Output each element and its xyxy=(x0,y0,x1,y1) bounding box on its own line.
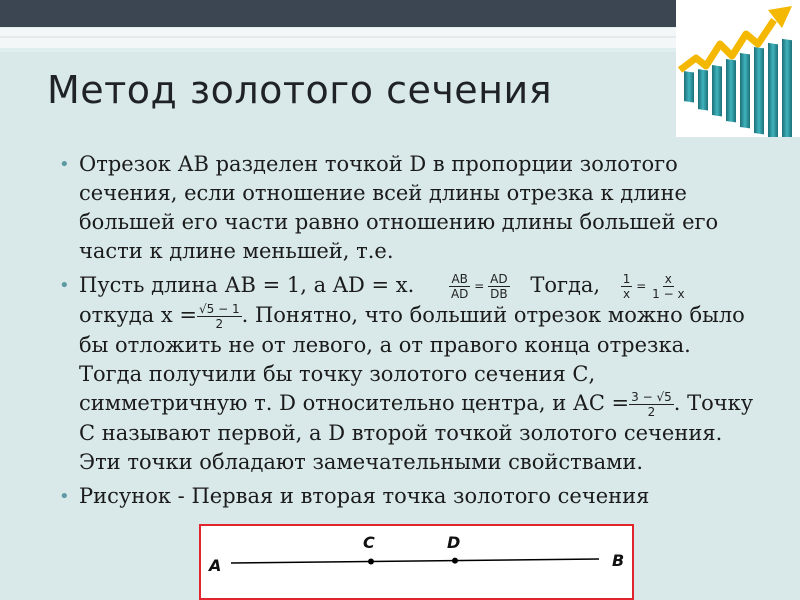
bullet-text-part: Тогда, xyxy=(530,273,601,297)
label-b: B xyxy=(612,551,625,570)
bullet-marker: • xyxy=(59,275,70,296)
page-title: Метод золотого сечения xyxy=(47,68,553,112)
point-c xyxy=(368,559,374,565)
bullet-text-part: откуда x = xyxy=(79,303,197,327)
bullet-list xyxy=(57,150,757,516)
bullet-marker: • xyxy=(59,486,70,507)
list-item xyxy=(57,271,757,477)
growth-chart-icon xyxy=(676,0,800,137)
formula-proportion: $\frac{AB}{AD}$ = $\frac{AD}{DB}$ xyxy=(450,272,508,301)
list-item xyxy=(57,482,757,511)
segment-ab xyxy=(231,559,599,563)
header-dark-stripe xyxy=(0,0,676,27)
formula-equation: $\frac{1}{x}$ = $\frac{x}{1 - x}$ xyxy=(622,272,685,301)
figure-caption: Рисунок - Первая и вторая точка золотого сечения xyxy=(79,484,650,508)
label-d: D xyxy=(447,533,461,552)
bullet-text-part: . Точку С называют первой, а D второй точкой золотого сечения. Эти точки обладают замечательными свойствами. xyxy=(79,391,754,474)
label-a: A xyxy=(209,556,222,575)
formula-x-value: $\frac{√5 - 1}{2}$ xyxy=(198,302,240,331)
header-light-stripe xyxy=(0,28,676,48)
label-c: C xyxy=(363,533,375,552)
bars xyxy=(684,39,792,137)
growth-chart-image xyxy=(676,0,800,137)
formula-ac-value: $\frac{3 - √5}{2}$ xyxy=(631,390,672,419)
bullet-marker: • xyxy=(59,154,70,175)
bullet-text: Отрезок АВ разделен точкой D в пропорции золотого сечения, если отношение всей длины отрезка к длине большей его части равно отношению длины большей его части к длине меньшей, т.е. xyxy=(79,152,719,263)
golden-section-figure xyxy=(199,524,634,600)
point-d xyxy=(452,558,458,564)
bullet-text-part: Пусть длина АВ = 1, а AD = x. xyxy=(79,273,415,297)
list-item xyxy=(57,150,757,266)
bullet-text-part: . Понятно, что больший отрезок можно было бы отложить не от левого, а от правого конца отрезка. Тогда получили бы точку золотого сечения С, симметричную т. D относительно центра, и АС = xyxy=(79,303,745,415)
segment-diagram xyxy=(201,526,632,598)
